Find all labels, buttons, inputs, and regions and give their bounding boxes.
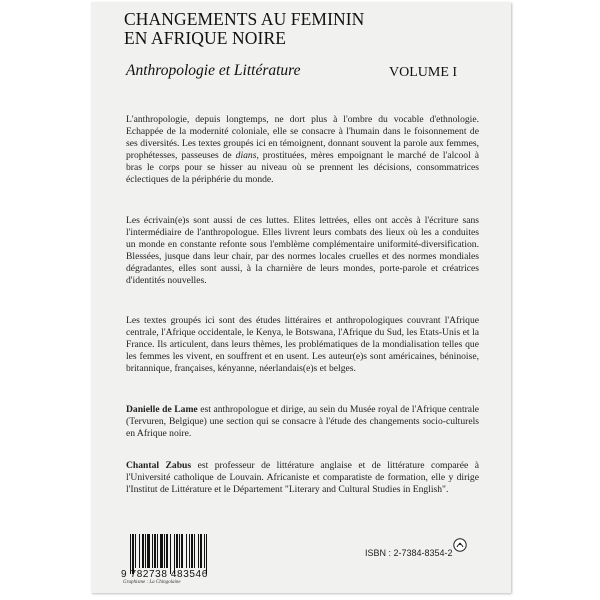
blurb-paragraph-1 (126, 114, 479, 187)
book-subtitle: Anthropologie et Littérature (126, 62, 301, 79)
author-bio-2 (126, 460, 479, 496)
book-back-cover (91, 2, 511, 593)
publisher-logo-icon (453, 538, 467, 552)
blurb-p1-text-b: , prostituées, mères empoignant le marché de l'alcool à bras le corps pour se hisser au niveau où se prennent les décisions, consommatrices éclectiques de la périphérie du monde. (126, 150, 479, 186)
design-credits: Graphisme : La Chingolaine (123, 580, 181, 585)
blurb-paragraph-3: Les textes groupés ici sont des études littéraires et anthropologiques couvrant l'Afrique centrale, l'Afrique occidentale, le Kenya, le Botswana, l'Afrique du Sud, les Etats-Unis et la France. Ils articulent, dans leurs thèmes, les problématiques de la mondialisation telles que les femmes les vivent, en souffrent et en usent. Les auteur(e)s sont américaines, béninoise, britannique, françaises, kényanne, néerlandais(e)s et belges. (126, 315, 479, 375)
author-name-1: Danielle de Lame (126, 404, 198, 415)
isbn-number: ISBN : 2-7384-8354-2 (365, 548, 453, 558)
volume-label: VOLUME I (389, 65, 458, 80)
blurb-p1-italic: dians (235, 150, 257, 162)
author-bio-text-1: est anthropologue et dirige, au sein du Musée royal de l'Afrique centrale (Tervuren, Belgique) une section qui se consacre à l'étude des changements socio-culturels en Afrique noire. (126, 404, 479, 440)
author-bio-text-2: est professeur de littérature anglaise et de littérature comparée à l'Université catholique de Louvain. Africaniste et comparatiste de formation, elle y dirige l'Institut de Littérature et le Département "Literary and Cultural Studies in English". (126, 460, 479, 496)
isbn-barcode (129, 534, 247, 574)
book-title-line-1: CHANGEMENTS AU FEMININ (124, 9, 365, 29)
author-name-2: Chantal Zabus (126, 460, 192, 471)
barcode-digits: 9 782738 483546 (121, 569, 208, 580)
blurb-p1-text-a: L'anthropologie, depuis longtemps, ne dort plus à l'ombre du vocable d'ethnologie. Echappée de la modernité coloniale, elle se consacre à l'humain dans le foisonnement de ses diversités. Les textes groupés ici en témoignent, donnant souvent la parole aux femmes, prophétesses, passeuses de (126, 114, 479, 162)
blurb-paragraph-2: Les écrivain(e)s sont aussi de ces luttes. Elites lettrées, elles ont accès à l'écriture sans l'intermédiaire de l'anthropologue. Elles livrent leurs combats des lieux où les a conduites un monde en constante refonte sous l'emblème complémentaire uniformité-diversification. Blessées, jusque dans leur chair, par des normes locales cruelles et des normes mondiales dégradantes, elles sont aussi, à la charnière de leurs mondes, porte-parole et créatrices d'identités nouvelles. (126, 215, 479, 287)
author-bio-1 (126, 404, 479, 440)
book-title (124, 10, 364, 48)
book-title-line-2: EN AFRIQUE NOIRE (124, 28, 287, 48)
